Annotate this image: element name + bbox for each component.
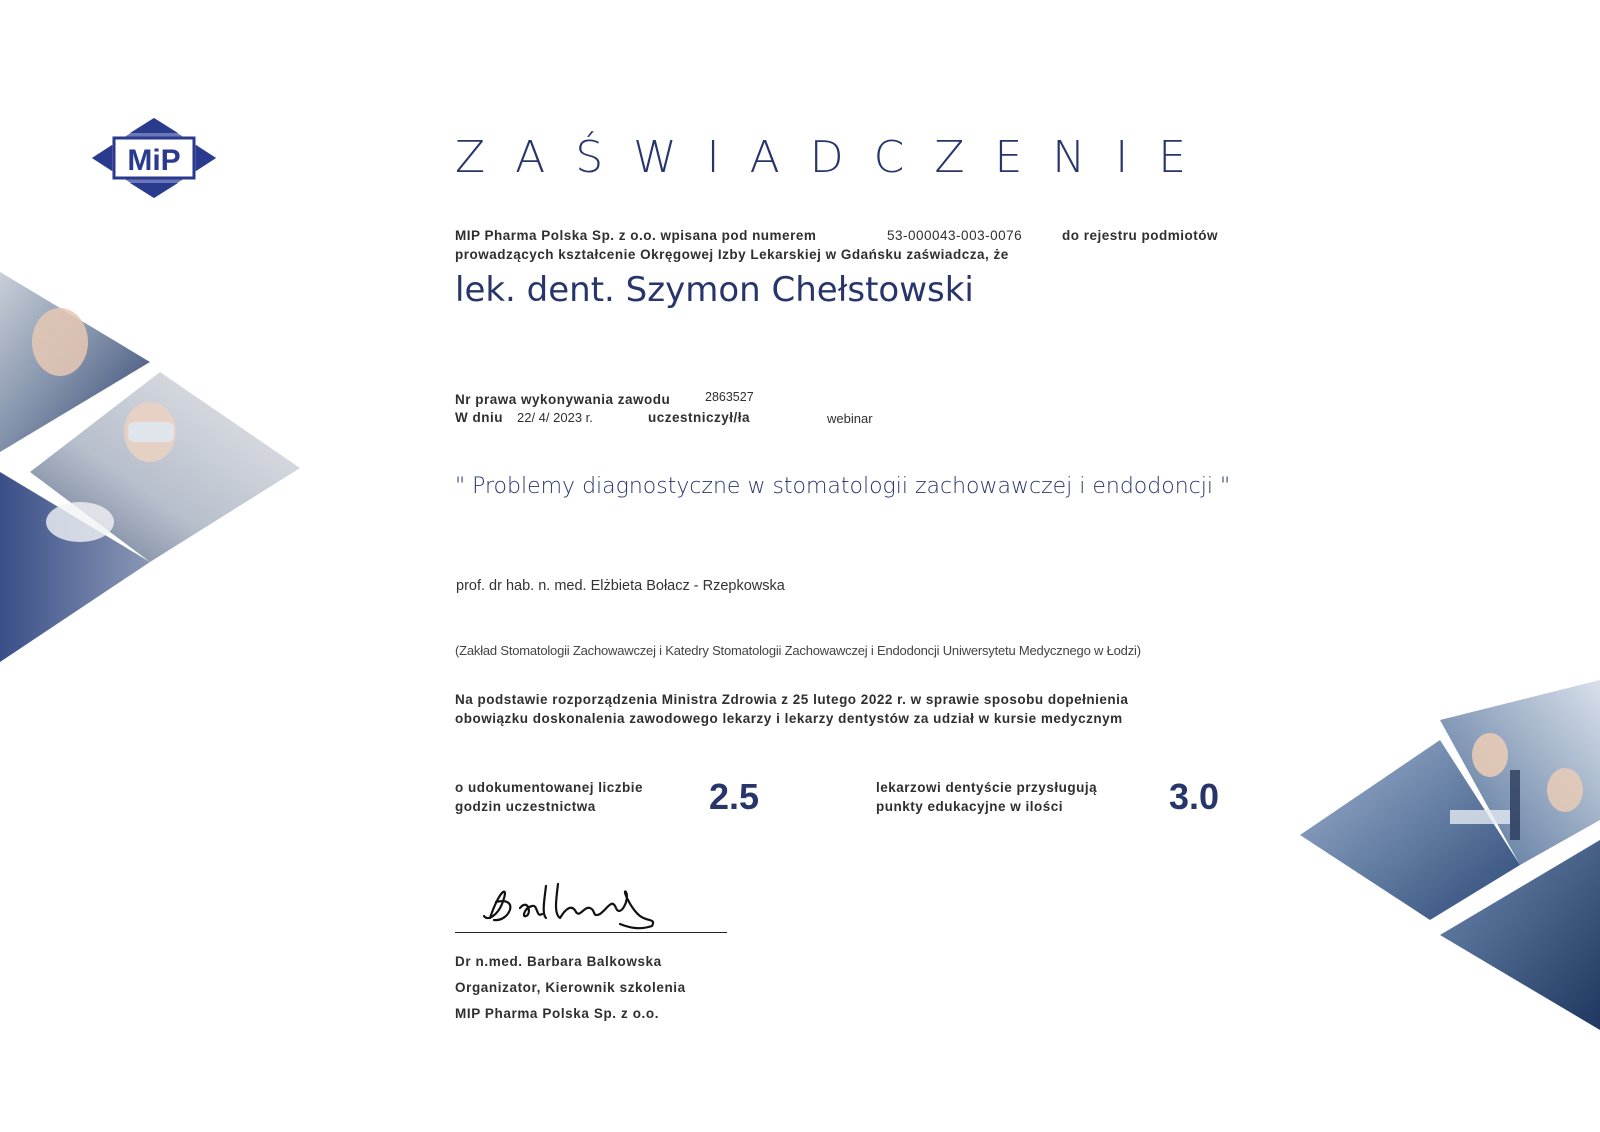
lecturer-affiliation: (Zakład Stomatologii Zachowawczej i Katedry Stomatologii Zachowawczej i Endodoncji Uniwersytetu Medycznego w Łodzi): [455, 643, 1141, 658]
license-label: Nr prawa wykonywania zawodu: [455, 392, 671, 407]
participated-label: uczestniczył/ła: [648, 410, 751, 425]
signatory-name: Dr n.med. Barbara Balkowska: [455, 954, 662, 969]
hours-label-1: o udokumentowanej liczbie: [455, 780, 644, 795]
certificate-title: ZAŚWIADCZENIE: [455, 132, 1216, 183]
points-value: 3.0: [1169, 776, 1220, 817]
regulation-line-2: obowiązku doskonalenia zawodowego lekarzy i lekarzy dentystów za udział w kursie medycznym: [455, 711, 1123, 726]
intro-line-1b: do rejestru podmiotów: [1062, 228, 1219, 243]
dental-photo-decoration: [0, 272, 300, 672]
regulation-line-1: Na podstawie rozporządzenia Ministra Zdrowia z 25 lutego 2022 r. w sprawie sposobu dopełnienia: [455, 692, 1129, 707]
license-number: 2863527: [705, 390, 754, 404]
points-label-2: punkty edukacyjne w ilości: [876, 799, 1064, 814]
hours-value: 2.5: [709, 776, 760, 817]
course-format: webinar: [827, 411, 873, 426]
participant-name: lek. dent. Szymon Chełstowski: [455, 270, 974, 310]
hours-label-2: godzin uczestnictwa: [455, 799, 596, 814]
signature-line: [455, 932, 727, 933]
points-label-1: lekarzowi dentyście przysługują: [876, 780, 1098, 795]
logo-text: MiP: [127, 144, 181, 177]
registry-number: 53-000043-003-0076: [887, 228, 1023, 243]
mip-logo: [92, 118, 216, 198]
lab-photo-decoration: [1300, 660, 1600, 1060]
date-label: W dniu: [455, 410, 503, 425]
intro-line-2: prowadzących kształcenie Okręgowej Izby Lekarskiej w Gdańsku zaświadcza, że: [455, 247, 1009, 262]
signatory-role: Organizator, Kierownik szkolenia: [455, 980, 686, 995]
signatory-company: MIP Pharma Polska Sp. z o.o.: [455, 1006, 660, 1021]
handwritten-signature: [480, 878, 670, 930]
course-title: " Problemy diagnostyczne w stomatologii zachowawczej i endodoncji ": [455, 474, 1231, 499]
participation-date: 22/ 4/ 2023 r.: [517, 410, 593, 425]
intro-line-1a: MIP Pharma Polska Sp. z o.o. wpisana pod numerem: [455, 228, 817, 243]
lecturer-name: prof. dr hab. n. med. Elżbieta Bołacz - Rzepkowska: [456, 578, 785, 594]
